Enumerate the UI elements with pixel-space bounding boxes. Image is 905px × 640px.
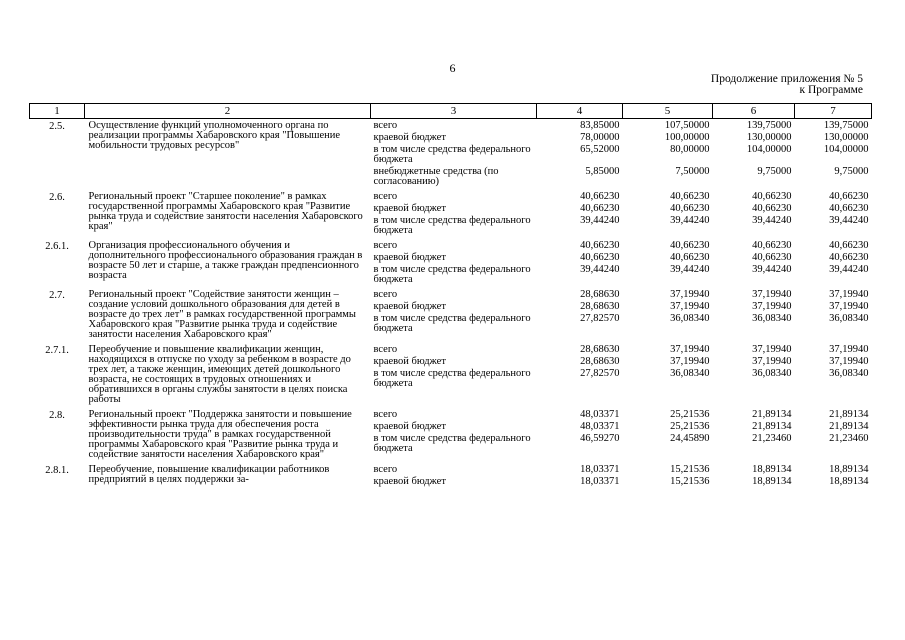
amount-value: 18,03371 bbox=[580, 464, 620, 475]
row-number: 2.8. bbox=[49, 410, 65, 421]
value-cell-col6 bbox=[713, 343, 795, 405]
value-cell-col7 bbox=[795, 288, 872, 340]
table-row bbox=[30, 343, 872, 405]
row-number: 2.8.1. bbox=[45, 465, 69, 476]
funding-source-cell bbox=[371, 463, 537, 487]
funding-source: в том числе средства федерального бюджета bbox=[373, 264, 531, 285]
amount-value: 40,66230 bbox=[829, 252, 869, 263]
value-cell-col7 bbox=[795, 190, 872, 236]
amount-value: 65,52000 bbox=[580, 144, 620, 155]
row-number: 2.6.1. bbox=[45, 241, 69, 252]
amount-value: 9,75000 bbox=[757, 166, 792, 177]
funding-source: всего bbox=[373, 464, 398, 475]
amount-value: 139,75000 bbox=[746, 120, 792, 131]
funding-source-cell bbox=[371, 408, 537, 460]
amount-value: 25,21536 bbox=[670, 421, 710, 432]
value-cell-col6 bbox=[713, 288, 795, 340]
amount-value: 48,03371 bbox=[580, 421, 620, 432]
amount-value: 40,66230 bbox=[829, 203, 869, 214]
value-cell-col6 bbox=[713, 190, 795, 236]
amount-value: 28,68630 bbox=[580, 301, 620, 312]
value-cell-col7 bbox=[795, 119, 872, 188]
table-row bbox=[30, 119, 872, 188]
amount-value: 37,19940 bbox=[829, 301, 869, 312]
amount-value: 46,59270 bbox=[580, 433, 620, 444]
amount-value: 18,89134 bbox=[829, 464, 869, 475]
amount-value: 15,21536 bbox=[670, 464, 710, 475]
table-row bbox=[30, 190, 872, 236]
value-cell-col5 bbox=[623, 288, 713, 340]
amount-value: 37,19940 bbox=[752, 289, 792, 300]
funding-source: всего bbox=[373, 409, 398, 420]
amount-value: 7,50000 bbox=[675, 166, 710, 177]
row-name: Организация профессионального обучения и дополнительного профессионального образования граждан в возрасте 50 лет и старше, а также граждан предпенсионного возраста bbox=[88, 240, 363, 281]
table-row bbox=[30, 408, 872, 460]
amount-value: 36,08340 bbox=[752, 368, 792, 379]
amount-value: 39,44240 bbox=[752, 264, 792, 275]
amount-value: 27,82570 bbox=[580, 368, 620, 379]
amount-value: 40,66230 bbox=[829, 240, 869, 251]
funding-source: в том числе средства федерального бюджета bbox=[373, 433, 531, 454]
amount-value: 107,50000 bbox=[664, 120, 710, 131]
value-cell-col6 bbox=[713, 239, 795, 285]
amount-value: 48,03371 bbox=[580, 409, 620, 420]
amount-value: 37,19940 bbox=[670, 301, 710, 312]
amount-value: 40,66230 bbox=[580, 203, 620, 214]
amount-value: 80,00000 bbox=[670, 144, 710, 155]
value-cell-col7 bbox=[795, 463, 872, 487]
value-cell-col5 bbox=[623, 343, 713, 405]
amount-value: 40,66230 bbox=[752, 191, 792, 202]
funding-source: краевой бюджет bbox=[373, 421, 446, 432]
amount-value: 37,19940 bbox=[670, 344, 710, 355]
table-header-row bbox=[30, 104, 872, 119]
amount-value: 37,19940 bbox=[752, 356, 792, 367]
amount-value: 39,44240 bbox=[670, 215, 710, 226]
amount-value: 28,68630 bbox=[580, 356, 620, 367]
header-cell-2: 2 bbox=[85, 104, 371, 119]
value-cell-col4 bbox=[537, 239, 623, 285]
amount-value: 18,89134 bbox=[829, 476, 869, 487]
amount-value: 139,75000 bbox=[823, 120, 869, 131]
funding-source: в том числе средства федерального бюджета bbox=[373, 368, 531, 389]
funding-source: внебюджетные средства (по согласованию) bbox=[373, 166, 499, 187]
row-number: 2.6. bbox=[49, 192, 65, 203]
amount-value: 40,66230 bbox=[580, 191, 620, 202]
row-number: 2.7.1. bbox=[45, 345, 69, 356]
header-cell-3: 3 bbox=[371, 104, 537, 119]
value-cell-col4 bbox=[537, 408, 623, 460]
value-cell-col7 bbox=[795, 343, 872, 405]
funding-source: в том числе средства федерального бюджета bbox=[373, 144, 531, 165]
amount-value: 39,44240 bbox=[580, 264, 620, 275]
amount-value: 25,21536 bbox=[670, 409, 710, 420]
amount-value: 130,00000 bbox=[823, 132, 869, 143]
value-cell-col6 bbox=[713, 119, 795, 188]
amount-value: 39,44240 bbox=[670, 264, 710, 275]
funding-source: краевой бюджет bbox=[373, 132, 446, 143]
appendix-note-line2: к Программе bbox=[799, 84, 863, 96]
amount-value: 40,66230 bbox=[752, 252, 792, 263]
header-cell-5: 5 bbox=[623, 104, 713, 119]
amount-value: 36,08340 bbox=[752, 313, 792, 324]
value-cell-col5 bbox=[623, 239, 713, 285]
budget-table bbox=[29, 103, 872, 490]
row-number: 2.5. bbox=[49, 121, 65, 132]
amount-value: 40,66230 bbox=[670, 191, 710, 202]
amount-value: 39,44240 bbox=[829, 264, 869, 275]
amount-value: 37,19940 bbox=[752, 344, 792, 355]
value-cell-col5 bbox=[623, 408, 713, 460]
amount-value: 39,44240 bbox=[829, 215, 869, 226]
amount-value: 104,00000 bbox=[746, 144, 792, 155]
amount-value: 40,66230 bbox=[752, 240, 792, 251]
row-spacer bbox=[30, 487, 872, 490]
amount-value: 24,45890 bbox=[670, 433, 710, 444]
amount-value: 37,19940 bbox=[670, 356, 710, 367]
amount-value: 37,19940 bbox=[670, 289, 710, 300]
amount-value: 37,19940 bbox=[829, 289, 869, 300]
value-cell-col5 bbox=[623, 119, 713, 188]
funding-source: краевой бюджет bbox=[373, 252, 446, 263]
amount-value: 130,00000 bbox=[746, 132, 792, 143]
funding-source: краевой бюджет bbox=[373, 301, 446, 312]
table-row bbox=[30, 463, 872, 487]
amount-value: 21,89134 bbox=[752, 409, 792, 420]
header-cell-7: 7 bbox=[795, 104, 872, 119]
funding-source-cell bbox=[371, 288, 537, 340]
row-number: 2.7. bbox=[49, 290, 65, 301]
amount-value: 40,66230 bbox=[670, 252, 710, 263]
funding-source-cell bbox=[371, 343, 537, 405]
amount-value: 83,85000 bbox=[580, 120, 620, 131]
header-cell-6: 6 bbox=[713, 104, 795, 119]
funding-source: в том числе средства федерального бюджета bbox=[373, 215, 531, 236]
value-cell-col7 bbox=[795, 239, 872, 285]
amount-value: 21,89134 bbox=[829, 421, 869, 432]
funding-source: в том числе средства федерального бюджета bbox=[373, 313, 531, 334]
value-cell-col5 bbox=[623, 190, 713, 236]
amount-value: 40,66230 bbox=[670, 240, 710, 251]
header-cell-1: 1 bbox=[30, 104, 85, 119]
value-cell-col4 bbox=[537, 119, 623, 188]
amount-value: 39,44240 bbox=[752, 215, 792, 226]
table-body bbox=[30, 119, 872, 491]
amount-value: 9,75000 bbox=[834, 166, 869, 177]
appendix-note-line1: Продолжение приложения № 5 bbox=[710, 73, 863, 85]
row-name: Региональный проект "Поддержка занятости и повышение эффективности рынка труда для обеспечения роста производительности труда" в рамках государственной программы Хабаровского края "Развитие рынка труда и содействие занятости населения Хабаровского края" bbox=[88, 409, 352, 460]
amount-value: 100,00000 bbox=[664, 132, 710, 143]
value-cell-col6 bbox=[713, 463, 795, 487]
value-cell-col7 bbox=[795, 408, 872, 460]
amount-value: 27,82570 bbox=[580, 313, 620, 324]
amount-value: 28,68630 bbox=[580, 289, 620, 300]
funding-source-cell bbox=[371, 119, 537, 188]
funding-source: всего bbox=[373, 289, 398, 300]
amount-value: 5,85000 bbox=[585, 166, 620, 177]
amount-value: 15,21536 bbox=[670, 476, 710, 487]
amount-value: 37,19940 bbox=[829, 356, 869, 367]
amount-value: 37,19940 bbox=[752, 301, 792, 312]
header-cell-4: 4 bbox=[537, 104, 623, 119]
amount-value: 40,66230 bbox=[829, 191, 869, 202]
amount-value: 78,00000 bbox=[580, 132, 620, 143]
row-name: Региональный проект "Старшее поколение" в рамках государственной программы Хабаровского края "Развитие рынка труда и содействие занятости населения Хабаровского края" bbox=[88, 191, 363, 232]
row-name: Переобучение, повышение квалификации работников предприятий в целях поддержки за- bbox=[88, 464, 330, 485]
amount-value: 37,19940 bbox=[829, 344, 869, 355]
page-number: 6 bbox=[449, 61, 456, 75]
value-cell-col4 bbox=[537, 288, 623, 340]
amount-value: 40,66230 bbox=[670, 203, 710, 214]
amount-value: 36,08340 bbox=[670, 368, 710, 379]
value-cell-col4 bbox=[537, 463, 623, 487]
funding-source: краевой бюджет bbox=[373, 356, 446, 367]
amount-value: 21,23460 bbox=[752, 433, 792, 444]
amount-value: 40,66230 bbox=[752, 203, 792, 214]
appendix-note bbox=[603, 74, 863, 96]
row-name: Осуществление функций уполномоченного органа по реализации программы Хабаровского края "Повышение мобильности трудовых ресурсов" bbox=[88, 120, 341, 151]
amount-value: 104,00000 bbox=[823, 144, 869, 155]
value-cell-col4 bbox=[537, 190, 623, 236]
funding-source-cell bbox=[371, 190, 537, 236]
funding-source: всего bbox=[373, 191, 398, 202]
table-row bbox=[30, 239, 872, 285]
row-spacer-cell bbox=[30, 487, 872, 490]
amount-value: 28,68630 bbox=[580, 344, 620, 355]
funding-source-cell bbox=[371, 239, 537, 285]
amount-value: 18,89134 bbox=[752, 476, 792, 487]
amount-value: 36,08340 bbox=[829, 368, 869, 379]
row-name: Переобучение и повышение квалификации женщин, находящихся в отпуске по уходу за ребенком в возрасте до трех лет, а также женщин, имеющих детей дошкольного возраста, не состоящих в трудовых отношениях и обратившихся в органы службы занятости в целях поиска работы bbox=[88, 344, 351, 405]
value-cell-col6 bbox=[713, 408, 795, 460]
amount-value: 36,08340 bbox=[670, 313, 710, 324]
amount-value: 40,66230 bbox=[580, 240, 620, 251]
row-name: Региональный проект "Содействие занятости женщин – создание условий дошкольного образования для детей в возрасте до трех лет" в рамках государственной программы Хабаровского края "Развитие рынка труда и содействие занятости населения Хабаровского края" bbox=[88, 289, 356, 340]
amount-value: 18,03371 bbox=[580, 476, 620, 487]
amount-value: 39,44240 bbox=[580, 215, 620, 226]
value-cell-col4 bbox=[537, 343, 623, 405]
amount-value: 21,23460 bbox=[829, 433, 869, 444]
amount-value: 21,89134 bbox=[752, 421, 792, 432]
funding-source: всего bbox=[373, 120, 398, 131]
amount-value: 36,08340 bbox=[829, 313, 869, 324]
amount-value: 21,89134 bbox=[829, 409, 869, 420]
funding-source: всего bbox=[373, 344, 398, 355]
value-cell-col5 bbox=[623, 463, 713, 487]
funding-source: краевой бюджет bbox=[373, 476, 446, 487]
amount-value: 18,89134 bbox=[752, 464, 792, 475]
funding-source: краевой бюджет bbox=[373, 203, 446, 214]
amount-value: 40,66230 bbox=[580, 252, 620, 263]
table-row bbox=[30, 288, 872, 340]
funding-source: всего bbox=[373, 240, 398, 251]
